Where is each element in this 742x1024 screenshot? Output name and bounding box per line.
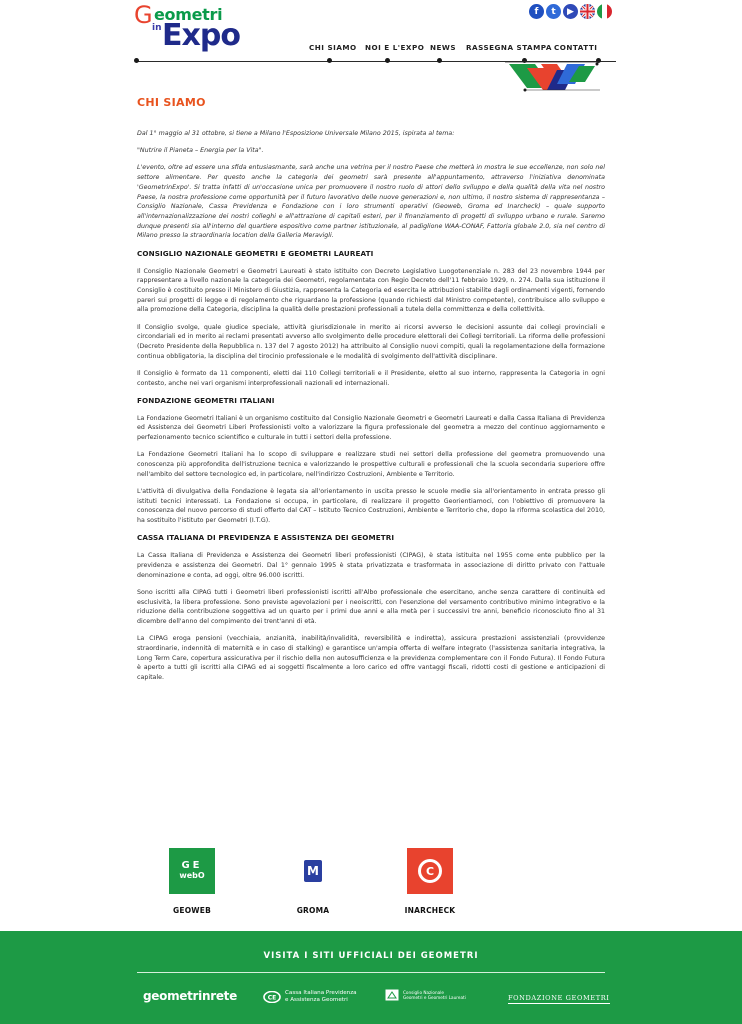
consiglio-paragraph-2: Il Consiglio svolge, quale giudice speciale, attività giurisdizionale in merito ai ricorsi avverso le decisioni assunte dai collegi provinciali e circondariali ed in merito ai reclami presentati avverso allo svolgimento delle procedure elettorali dei Collegi territoriali. La riforma delle professioni (Decreto Presidente della Repubblica n. 137 del 7 agosto 2012) ha attribuito al Consiglio nuovi compiti, quali la regolamentazione della formazione continua obbligatoria, la disciplina del tirocinio professionale e le modalità di svolgimento dell'attività disciplinare. — [137, 323, 605, 360]
consiglio-link-line2: Geometri e Geometri Laureati — [403, 995, 466, 1000]
uk-flag-graphic — [580, 4, 595, 19]
youtube-icon[interactable]: ▶ — [563, 4, 578, 19]
nav-dot — [385, 58, 390, 63]
fondazione-paragraph-3: L'attività di divulgativa della Fondazione è legata sia all'orientamento in uscita presso le scuole medie sia all'orientamento in entrata presso gli istituti tecnici interessati. La Fondazione si occupa, in particolare, di realizzare il progetto Georientiamoci, con l'obiettivo di promuovere la conoscenza del nuovo percorso di studi offerto dal CAT – Istituto Tecnico Costruzioni, Ambiente e Territorio che, dopo la riforma scolastica del 2010, ha sostituito l'istituto per Geometri (I.T.G). — [137, 487, 605, 525]
section-title-consiglio: CONSIGLIO NAZIONALE GEOMETRI E GEOMETRI LAUREATI — [137, 248, 374, 258]
social-links — [529, 4, 612, 19]
geoweb-label: GEOWEB — [173, 906, 211, 915]
groma-label: GROMA — [296, 906, 330, 915]
inarcheck-label: INARCHECK — [404, 906, 456, 915]
svg-text:CE: CE — [267, 994, 277, 1001]
english-flag-icon[interactable] — [580, 4, 595, 19]
nav-dot — [437, 58, 442, 63]
page-title: CHI SIAMO — [137, 96, 206, 109]
twitter-icon[interactable]: t — [546, 4, 561, 19]
footer-link-geometrinrete[interactable]: geometrinrete — [143, 989, 237, 1003]
groma-logo-mark: M — [304, 860, 322, 882]
nav-news[interactable]: NEWS — [430, 43, 457, 52]
geoweb-logo-text — [179, 861, 204, 881]
fondazione-paragraph-1: La Fondazione Geometri Italiani è un organismo costituito dal Consiglio Nazionale Geometri e Geometri Laureati e dalla Cassa Italiana di Previdenza ed Assistenza dei Geometri Liberi Professionisti volto a valorizzare la figura professionale del geometra a mezzo del continuo aggiornamento e perfezionamento tecnico scientifico e culturale in tutti i settori della professione. — [137, 414, 605, 442]
footer-title: VISITA I SITI UFFICIALI DEI GEOMETRI — [263, 951, 479, 961]
cassa-link-line2: e Assistenza Geometri — [285, 996, 348, 1003]
intro-paragraph-1: Dal 1° maggio al 31 ottobre, si tiene a Milano l'Esposizione Universale Milano 2015, ispirata al tema: — [137, 130, 455, 137]
nav-chi-siamo[interactable]: CHI SIAMO — [309, 43, 357, 52]
logo-in: in — [152, 23, 162, 33]
geoweb-logo-main: GE — [181, 860, 203, 871]
consiglio-paragraph-1: Il Consiglio Nazionale Geometri e Geometri Laureati è stato istituito con Decreto Legislativo Luogotenenziale n. 283 del 23 novembre 1944 per rappresentare a livello nazionale la categoria dei Geometri, regolamentata con Regio Decreto dell'11 febbraio 1929, n. 274. Dalla sua istituzione il Consiglio è costituito presso il Ministero di Giustizia, rappresenta la Categoria ed esercita le attribuzioni stabilite dagli ordinamenti vigenti, fornendo pareri sui progetti di legge e di regolamento che riguardano la professione (quando richiesti dal Ministro competente), contribuisce allo sviluppo e alla promozione della Categoria, disciplina la qualità delle prestazioni professionali a tutela della committenza e della collettività. — [137, 267, 605, 314]
logo-line1: eometri — [154, 5, 223, 24]
consiglio-logo-icon — [385, 989, 399, 1001]
cassa-paragraph-2: Sono iscritti alla CIPAG tutti i Geometri liberi professionisti iscritti all'Albo professionale che esercitano, anche senza carattere di continuità ed esclusività, la libera professione. Sono previste agevolazioni per i neoiscritti, con l'esenzione del versamento contributivo minimo integrativo e la riduzione della contribuzione soggettiva ad un quarto per i primi due anni e alla metà per i successivi tre anni, beneficio riconosciuto fino al 31 dicembre dell'anno del compimento dei trent'anni di età. — [137, 588, 605, 626]
footer-link-cassa[interactable] — [263, 990, 357, 1003]
cassa-link-line1: Cassa Italiana Previdenza — [285, 990, 357, 996]
section-title-fondazione: FONDAZIONE GEOMETRI ITALIANI — [137, 395, 275, 405]
cassa-link-text — [285, 990, 357, 1003]
partner-inarcheck[interactable] — [400, 848, 460, 915]
footer — [0, 931, 742, 1024]
partner-groma[interactable] — [283, 848, 343, 915]
intro-paragraph-3: L'evento, oltre ad essere una sfida entusiasmante, sarà anche una vetrina per il nostro Paese che metterà in mostra le sue eccellenze, non solo nel settore alimentare. Per questo anche la categoria dei geometri sarà presente all'appuntamento, attraverso l'iniziativa denominata 'GeometrinExpo'. Si tratta infatti di un'occasione unica per promuovere il nostro ruolo di attori dello sviluppo e della qualità della vita nel nostro Paese, la nostra professione come opportunità per il futuro lavorativo delle nuove generazioni e, non ultimo, il nostro sistema di rappresentanza – Consiglio Nazionale, Cassa Previdenza e Fondazione con i loro strumenti operativi (Geoweb, Groma ed Inarcheck) – quale supporto all'internazionalizzazione dei nostri colleghi e all'attrazione di capitali esteri, per il finanziamento di progetti di sviluppo urbano e rurale. Saremo dunque presenti sia all'interno del quartiere espositivo come partner istituzionale, al padiglione WAA-CONAF, Fattoria globale 2.0, sia nel centro di Milano presso la straordinaria location della Galleria Meravigli. — [137, 164, 605, 240]
footer-link-fondazione[interactable]: FONDAZIONE GEOMETRI — [508, 994, 610, 1002]
nav-noi-e-expo[interactable]: NOI E L'EXPO — [365, 43, 425, 52]
flag-red — [607, 4, 612, 19]
inarcheck-logo-icon — [407, 848, 453, 894]
footer-link-consiglio[interactable] — [385, 989, 466, 1001]
section-title-cassa: CASSA ITALIANA DI PREVIDENZA E ASSISTENZA DEI GEOMETRI — [137, 533, 395, 543]
geoweb-logo-sub: webO — [179, 871, 205, 880]
intro-paragraph-2: "Nutrire il Pianeta – Energia per la Vita". — [137, 147, 264, 155]
main-content — [137, 96, 605, 690]
expo-stripes-decoration — [505, 60, 600, 92]
footer-divider — [137, 972, 605, 973]
nav-dot — [134, 58, 139, 63]
nav-dot — [327, 58, 332, 63]
nav-contatti[interactable]: CONTATTI — [554, 43, 598, 52]
consiglio-paragraph-3: Il Consiglio è formato da 11 componenti, eletti dai 110 Collegi territoriali e il Presidente, eletto al suo interno, rappresenta la Categoria in ogni contesto, anche nei vari organismi interprofessionali nazionali ed internazionali. — [137, 369, 605, 387]
logo-expo: Expo — [162, 18, 240, 53]
geoweb-logo-icon — [169, 848, 215, 894]
inarcheck-logo-mark: C — [418, 859, 442, 883]
cassa-logo-icon — [263, 991, 281, 1003]
consiglio-link-text — [403, 990, 466, 1000]
geometri-in-expo-logo[interactable] — [134, 1, 240, 53]
partner-geoweb[interactable] — [162, 848, 222, 915]
groma-logo-icon — [290, 848, 336, 894]
italian-flag-icon[interactable] — [597, 4, 612, 19]
header — [0, 0, 742, 95]
logo-letter-g: G — [134, 1, 153, 29]
consiglio-link-line1: Consiglio Nazionale — [403, 990, 444, 995]
nav-rassegna-stampa[interactable]: RASSEGNA STAMPA — [466, 43, 552, 52]
fondazione-paragraph-2: La Fondazione Geometri Italiani ha lo scopo di sviluppare e realizzare studi nei settori della professione del geometra promuovendo una conoscenza più approfondita dell'istruzione tecnica e valorizzando le prospettive culturali e professionali che la scuola secondaria superiore offre nell'ambito del settore tecnologico ed, in particolare, nell'indirizzo Costruzioni, Ambiente e Territorio. — [137, 451, 605, 478]
partner-logos — [137, 848, 605, 918]
cassa-paragraph-3: La CIPAG eroga pensioni (vecchiaia, anzianità, inabilità/invalidità, reversibilità e indiretta), assicura prestazioni assistenziali (provvidenze straordinarie, indennità di maternità e in caso di stalking) e garantisce un'ampia offerta di welfare integrato (l'assistenza sanitaria integrativa, la Long Term Care, copertura assicurativa per il rischio della non autosufficienza e la previdenza complementare con il Fondo Futura). Il Fondo Futura è aperto a tutti gli iscritti alla CIPAG ed ai soggetti fiscalmente a loro carico ed offre vantaggi fiscali, ridotti costi di gestione e anticipazioni di capitale. — [137, 635, 605, 682]
facebook-icon[interactable]: f — [529, 4, 544, 19]
cassa-paragraph-1: La Cassa Italiana di Previdenza e Assistenza dei Geometri liberi professionisti (CIPAG), è stata istituita nel 1955 come ente pubblico per la previdenza e assistenza dei Geometri. Dal 1° gennaio 1995 è stata privatizzata e trasformata in associazione di diritto privato con l'attuale denominazione e conta, ad oggi, oltre 96.000 iscritti. — [137, 552, 605, 579]
